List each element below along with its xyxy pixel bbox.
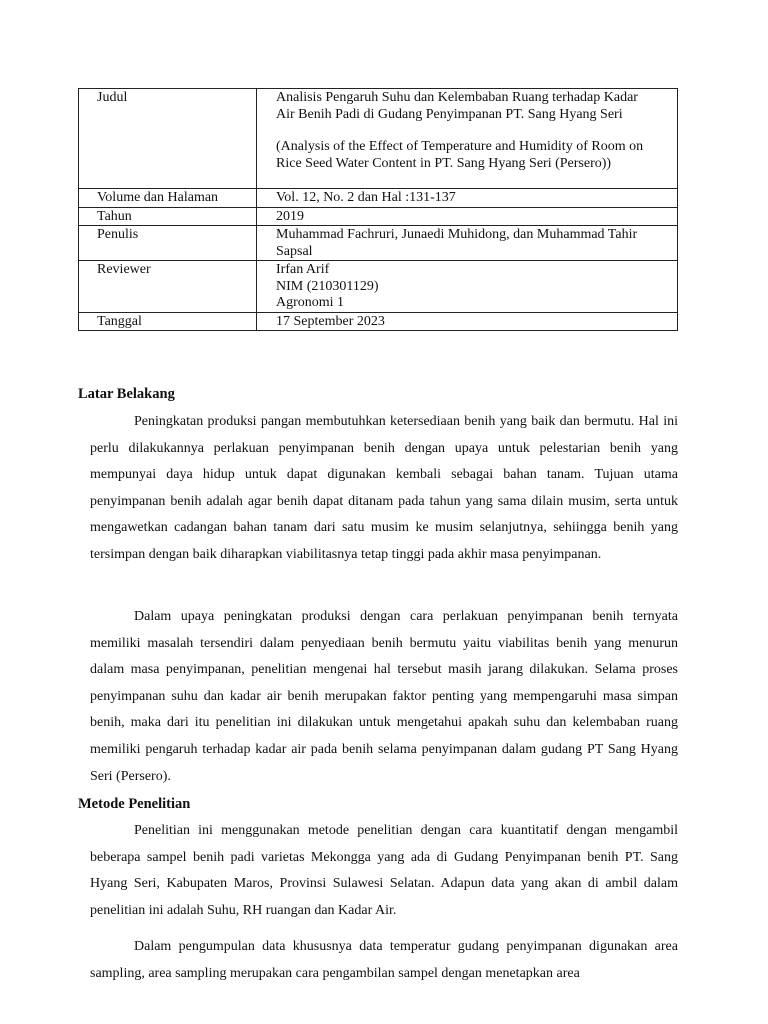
table-row-tahun [79, 207, 678, 226]
title-english-line: (Analysis of the Effect of Temperature and Humidity of Room on [276, 139, 644, 154]
value-line: Irfan Arif [276, 262, 330, 277]
paragraph-latar-2: Dalam upaya peningkatan produksi dengan cara perlakuan penyimpanan benih ternyata memiliki masalah tersendiri dalam penyediaan benih bermutu yaitu viabilitas benih yang menurun dalam masa penyimpanan, penelitian mengenai hal tersebut masih jarang dilakukan. Selama proses penyimpanan suhu dan kadar air benih merupakan faktor penting yang mempengaruhi masa simpan benih, maka dari itu penelitian ini dilakukan untuk mengetahui apakah suhu dan kelembaban ruang memiliki pengaruh terhadap kadar air pada benih selama penyimpanan dalam gudang PT Sang Hyang Seri (Persero). [90, 609, 678, 784]
row-value [257, 226, 678, 261]
article-info-table [78, 88, 678, 331]
value-line: Muhammad Fachruri, Junaedi Muhidong, dan Muhammad Tahir [276, 227, 638, 242]
row-value: Vol. 12, No. 2 dan Hal :131-137 [257, 189, 678, 208]
row-value [257, 261, 678, 313]
paragraph-metode-2: Dalam pengumpulan data khususnya data temperatur gudang penyimpanan digunakan area sampling, area sampling merupakan cara pengambilan sampel dengan menetapkan area [90, 939, 678, 981]
heading-metode-penelitian: Metode Penelitian [78, 796, 191, 812]
row-label: Penulis [79, 226, 257, 261]
row-label: Volume dan Halaman [79, 189, 257, 208]
value-line: Agronomi 1 [276, 295, 345, 310]
table-row-penulis [79, 226, 678, 261]
title-line: Air Benih Padi di Gudang Penyimpanan PT. Sang Hyang Seri [276, 106, 623, 122]
table-row-tanggal [79, 312, 678, 331]
row-label: Judul [79, 89, 257, 189]
row-label: Reviewer [79, 261, 257, 313]
blank-line [276, 123, 665, 139]
value-line: NIM (210301129) [276, 278, 379, 294]
paragraph-metode-1: Penelitian ini menggunakan metode penelitian dengan cara kuantitatif dengan mengambil beberapa sampel benih padi varietas Mekongga yang ada di Gudang Penyimpanan benih PT. Sang Hyang Seri, Kabupaten Maros, Provinsi Sulawesi Selatan. Adapun data yang akan di ambil dalam penelitian ini adalah Suhu, RH ruangan dan Kadar Air. [90, 823, 678, 918]
table-row-volume [79, 189, 678, 208]
paragraph-latar-1: Peningkatan produksi pangan membutuhkan ketersediaan benih yang baik dan bermutu. Hal ini perlu dilakukannya perlakuan penyimpanan benih dengan upaya untuk pelestarian benih yang mempunyai daya hidup untuk dapat digunakan kembali sebagai bahan tanam. Tujuan utama penyimpanan benih adalah agar benih dapat ditanam pada tahun yang sama dilain musim, serta untuk mengawetkan cadangan bahan tanam dari satu musim ke musim selanjutnya, sehiingga benih yang tersimpan dengan baik diharapkan viabilitasnya tetap tinggi pada akhir masa penyimpanan. [90, 414, 678, 562]
table-row-judul [79, 89, 678, 189]
row-label: Tahun [79, 207, 257, 226]
blank-line [276, 172, 665, 188]
title-english-line: Rice Seed Water Content in PT. Sang Hyang Seri (Persero)) [276, 155, 612, 171]
heading-latar-belakang: Latar Belakang [78, 386, 175, 402]
title-line: Analisis Pengaruh Suhu dan Kelembaban Ruang terhadap Kadar [276, 90, 638, 105]
value-line: Sapsal [276, 243, 313, 259]
row-label: Tanggal [79, 312, 257, 331]
row-value: 2019 [257, 207, 678, 226]
table-row-reviewer [79, 261, 678, 313]
row-value: 17 September 2023 [257, 312, 678, 331]
row-value [257, 89, 678, 189]
